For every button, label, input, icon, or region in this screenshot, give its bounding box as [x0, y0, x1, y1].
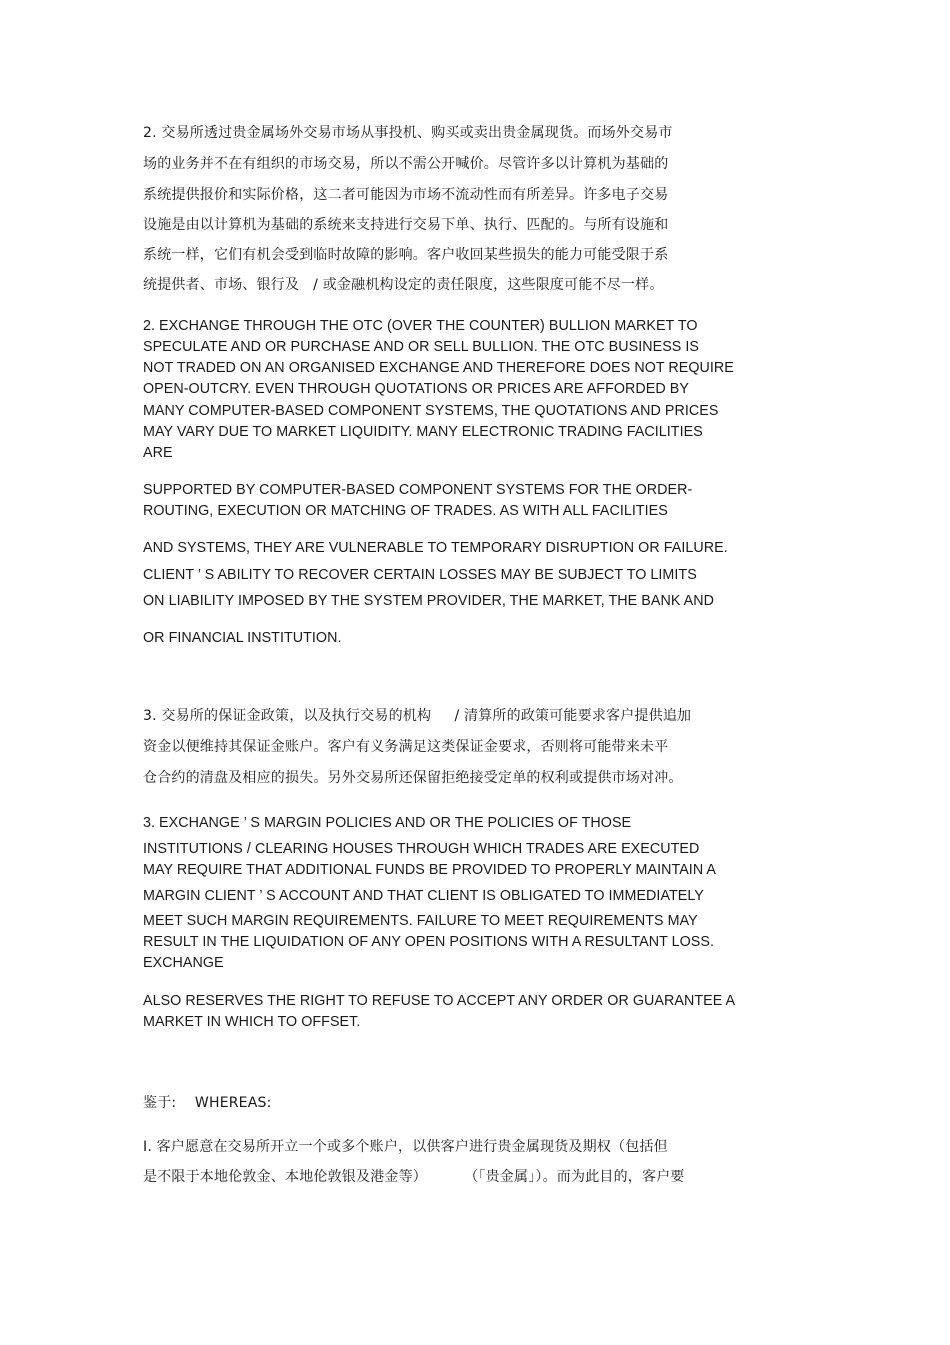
section3-zh-line: 资金以便维持其保证金账户。客户有义务满足这类保证金要求，否则将可能带来未平: [143, 739, 669, 755]
section3-en-line: RESULT IN THE LIQUIDATION OF ANY OPEN POSITIONS WITH A RESULTANT LOSS.: [143, 934, 714, 950]
section2-zh-line: 系统提供报价和实际价格，这二者可能因为市场不流动性而有所差异。许多电子交易: [143, 187, 669, 203]
section3-en-line: ALSO RESERVES THE RIGHT TO REFUSE TO ACCEPT ANY ORDER OR GUARANTEE A: [143, 993, 736, 1009]
section3-en-line: MARGIN CLIENT ’ S ACCOUNT AND THAT CLIENT IS OBLIGATED TO IMMEDIATELY: [143, 888, 704, 904]
section2-zh-line: 统提供者、市场、银行及 / 或金融机构设定的责任限度，这些限度可能不尽一样。: [143, 277, 664, 293]
section2-en-line: CLIENT ’ S ABILITY TO RECOVER CERTAIN LOSSES MAY BE SUBJECT TO LIMITS: [143, 567, 697, 583]
section3-en-line: MEET SUCH MARGIN REQUIREMENTS. FAILURE TO MEET REQUIREMENTS MAY: [143, 913, 698, 929]
section2-en-line: MANY COMPUTER-BASED COMPONENT SYSTEMS, THE QUOTATIONS AND PRICES: [143, 403, 719, 419]
section3-en-line: EXCHANGE: [143, 955, 224, 971]
section3-en-line: 3. EXCHANGE ’ S MARGIN POLICIES AND OR THE POLICIES OF THOSE: [143, 815, 632, 831]
section2-zh-line: 2. 交易所透过贵金属场外交易市场从事投机、购买或卖出贵金属现货。而场外交易市: [143, 125, 673, 141]
clause1-zh-line: 是不限于本地伦敦金、本地伦敦银及港金等） （「贵金属」）。而为此目的，客户要: [143, 1169, 685, 1185]
section2-zh-line: 系统一样，它们有机会受到临时故障的影响。客户收回某些损失的能力可能受限于系: [143, 247, 669, 263]
section2-en-line: ROUTING, EXECUTION OR MATCHING OF TRADES. AS WITH ALL FACILITIES: [143, 503, 668, 519]
section2-en-line: OR FINANCIAL INSTITUTION.: [143, 630, 342, 646]
section2-en-line: SUPPORTED BY COMPUTER-BASED COMPONENT SYSTEMS FOR THE ORDER-: [143, 482, 693, 498]
section3-en-line: MAY REQUIRE THAT ADDITIONAL FUNDS BE PROVIDED TO PROPERLY MAINTAIN A: [143, 862, 717, 878]
section3-en-line: MARKET IN WHICH TO OFFSET.: [143, 1014, 361, 1030]
section2-en-line: OPEN-OUTCRY. EVEN THROUGH QUOTATIONS OR PRICES ARE AFFORDED BY: [143, 381, 689, 397]
section2-zh-line: 场的业务并不在有组织的市场交易，所以不需公开喊价。尽管许多以计算机为基础的: [143, 156, 669, 172]
section2-en-line: MAY VARY DUE TO MARKET LIQUIDITY. MANY ELECTRONIC TRADING FACILITIES: [143, 424, 703, 440]
section2-zh-line: 设施是由以计算机为基础的系统来支持进行交易下单、执行、匹配的。与所有设施和: [143, 217, 669, 233]
whereas-heading: 鉴于: WHEREAS:: [143, 1095, 272, 1111]
section2-en-line: SPECULATE AND OR PURCHASE AND OR SELL BULLION. THE OTC BUSINESS IS: [143, 339, 699, 355]
section2-en-line: ARE: [143, 445, 173, 461]
section3-en-line: INSTITUTIONS / CLEARING HOUSES THROUGH WHICH TRADES ARE EXECUTED: [143, 841, 700, 857]
section3-zh-line: 仓合约的清盘及相应的损失。另外交易所还保留拒绝接受定单的权利或提供市场对冲。: [143, 770, 683, 786]
section2-en-line: ON LIABILITY IMPOSED BY THE SYSTEM PROVIDER, THE MARKET, THE BANK AND: [143, 593, 714, 609]
section2-en-line: NOT TRADED ON AN ORGANISED EXCHANGE AND THEREFORE DOES NOT REQUIRE: [143, 360, 734, 376]
section2-en-line: AND SYSTEMS, THEY ARE VULNERABLE TO TEMPORARY DISRUPTION OR FAILURE.: [143, 540, 728, 556]
clause1-zh-line: I. 客户愿意在交易所开立一个或多个账户，以供客户进行贵金属现货及期权（包括但: [143, 1139, 668, 1155]
section2-en-line: 2. EXCHANGE THROUGH THE OTC (OVER THE COUNTER) BULLION MARKET TO: [143, 318, 698, 334]
section3-zh-line: 3. 交易所的保证金政策，以及执行交易的机构 / 清算所的政策可能要求客户提供追加: [143, 708, 692, 724]
